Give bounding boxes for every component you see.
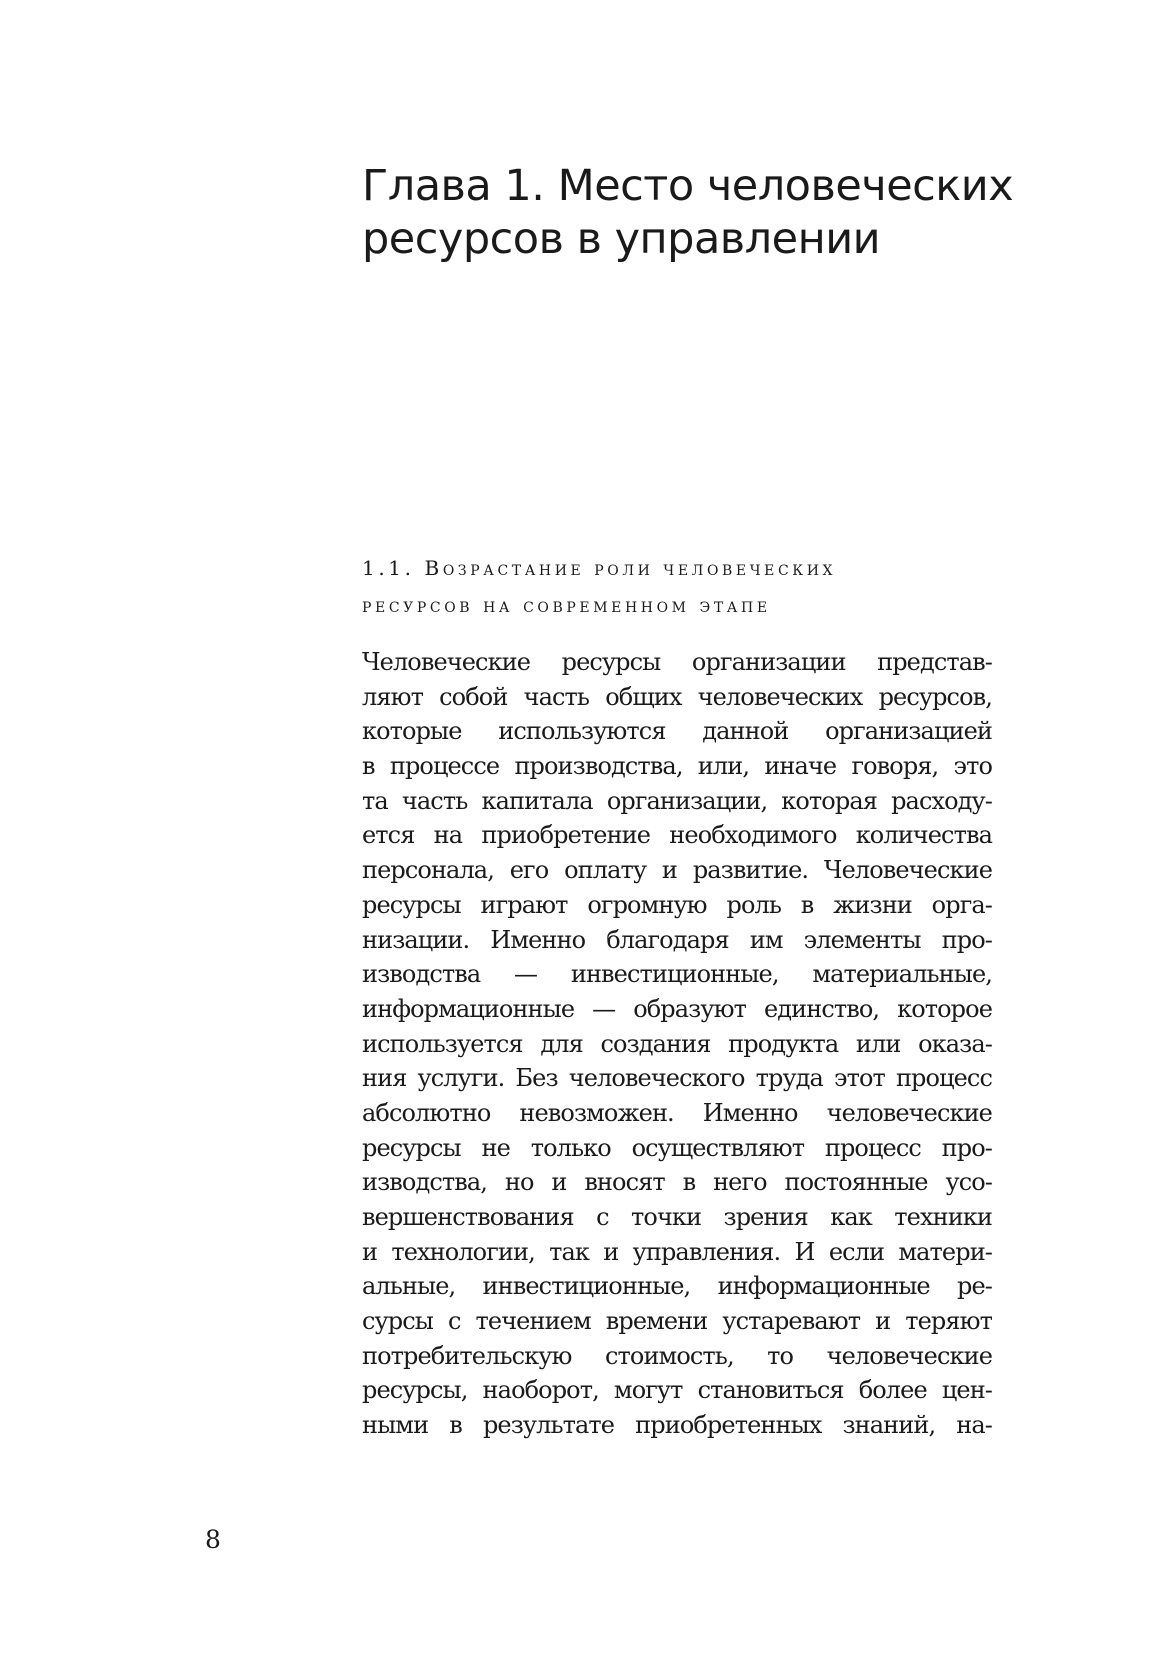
chapter-title-line: ресурсов в управлении: [362, 214, 881, 264]
paragraph-line: ресурсы, наоборот, могут становиться более цен-: [362, 1376, 992, 1405]
paragraph-line: изводства, но и вносят в него постоянные усо-: [362, 1168, 992, 1197]
chapter-title-line: Глава 1. Место человеческих: [362, 161, 1014, 211]
paragraph-line: ется на приобретение необходимого количества: [362, 821, 992, 850]
paragraph-line: ными в результате приобретенных знаний, на-: [362, 1411, 992, 1440]
paragraph-line: альные, инвестиционные, информационные ре-: [362, 1272, 992, 1301]
section-title-line: ресурсов на современном этапе: [362, 593, 771, 617]
paragraph-line: потребительскую стоимость, то человеческие: [362, 1341, 992, 1370]
section-title-line: 1.1. Возрастание роли человеческих: [362, 556, 837, 580]
paragraph-line: в процессе производства, или, иначе говоря, это: [362, 752, 992, 781]
paragraph-line: сурсы с течением времени устаревают и теряют: [362, 1307, 992, 1336]
paragraph-line: низации. Именно благодаря им элементы про-: [362, 925, 992, 954]
paragraph-line: информационные — образуют единство, которое: [362, 994, 992, 1023]
chapter-title: [362, 160, 1014, 266]
paragraph-line: ресурсы не только осуществляют процесс про-: [362, 1133, 992, 1162]
paragraph-line: абсолютно невозможен. Именно человеческие: [362, 1098, 992, 1127]
paragraph-line: используется для создания продукта или оказа-: [362, 1029, 992, 1058]
paragraph-line: которые используются данной организацией: [362, 717, 992, 746]
paragraph-line: ляют собой часть общих человеческих ресурсов,: [362, 682, 992, 711]
paragraph-line: изводства — инвестиционные, материальные,: [362, 960, 992, 989]
paragraph-line: и технологии, так и управления. И если матери-: [362, 1237, 992, 1266]
page-number: 8: [205, 1525, 221, 1554]
paragraph-line: вершенствования с точки зрения как техники: [362, 1203, 992, 1231]
paragraph-line: персонала, его оплату и развитие. Человеческие: [362, 856, 992, 885]
paragraph-line: та часть капитала организации, которая расходу-: [362, 786, 992, 815]
section-title: [362, 550, 1002, 624]
body-paragraph: [362, 645, 992, 1443]
paragraph-line: ния услуги. Без человеческого труда этот процесс: [362, 1064, 992, 1093]
paragraph-line: Человеческие ресурсы организации представ-: [362, 648, 992, 676]
paragraph-line: ресурсы играют огромную роль в жизни орга-: [362, 890, 992, 919]
